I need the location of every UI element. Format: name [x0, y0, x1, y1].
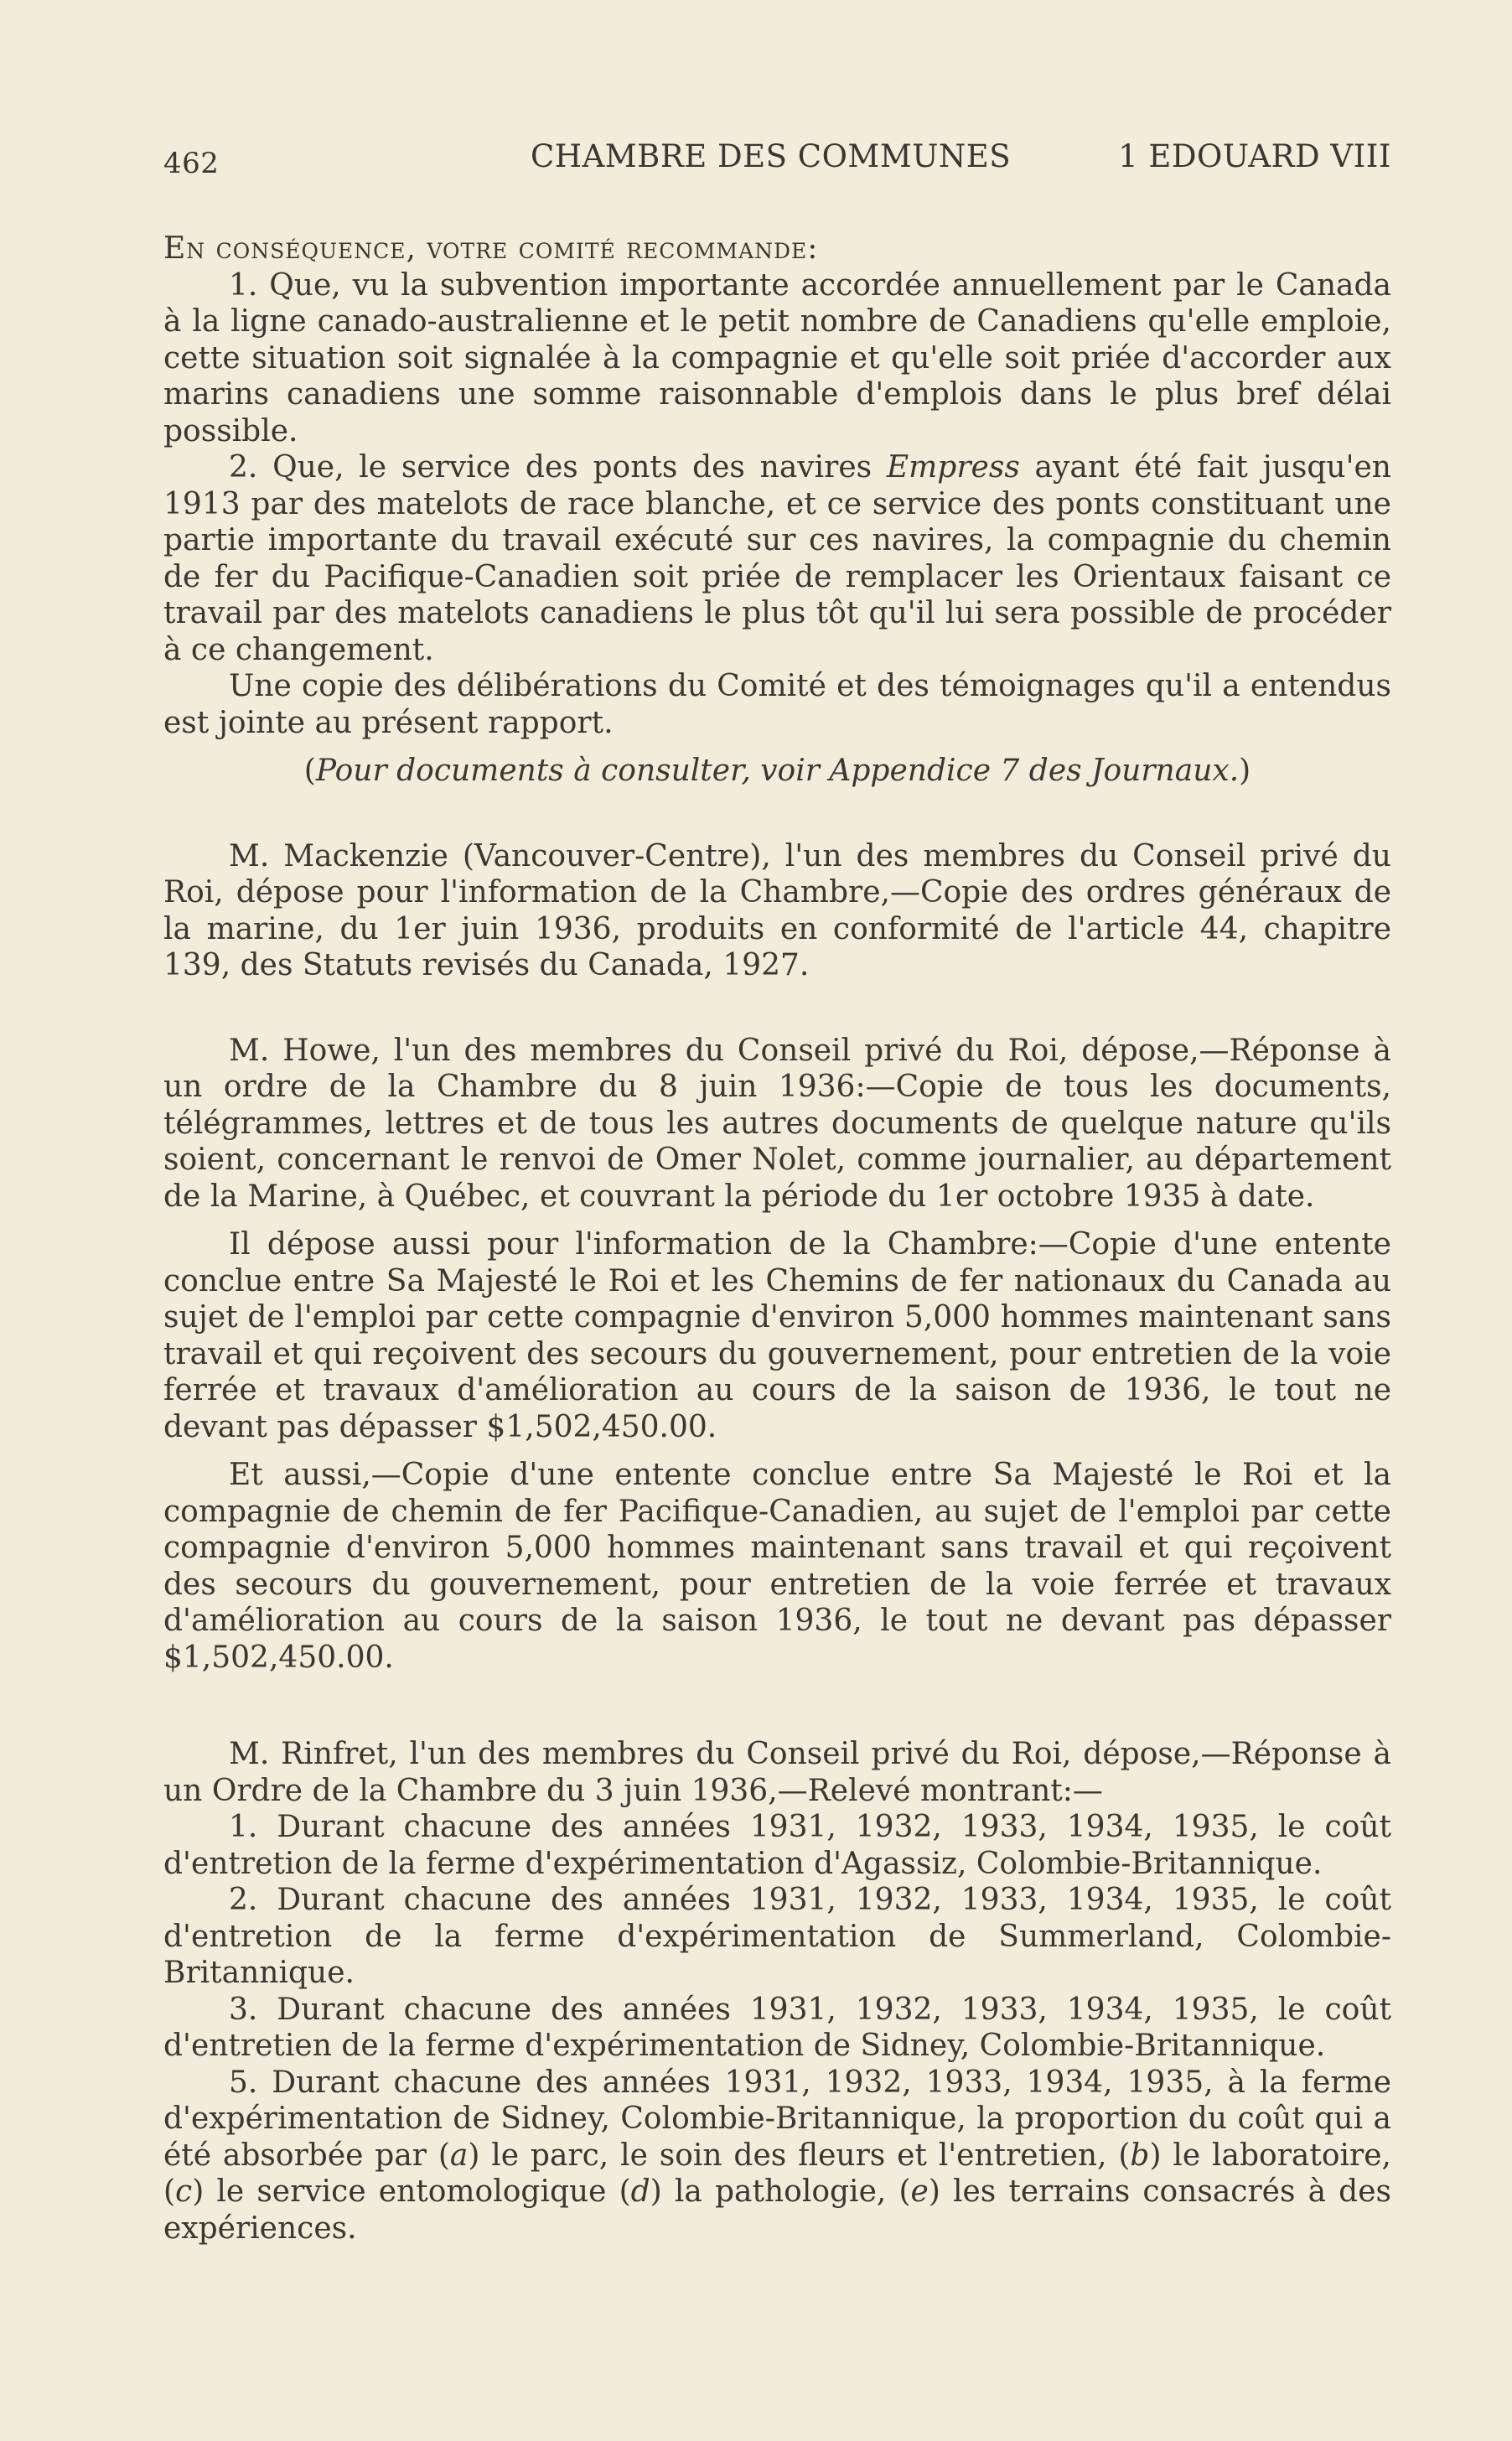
list-item: 1. Durant chacune des années 1931, 1932, 1933, 1934, 1935, le coût d'entretion de la ferme d'expérimentation d'Agassiz, Colombie-Britannique.	[163, 1810, 1391, 1881]
recommendation-2: 2. Que, le service des ponts des navires Empress ayant été fait jusqu'en 1913 par des matelots de race blanche, et ce service des ponts constituant une partie importante du travail exécuté sur ces navires, la compagnie du chemin de fer du Pacifique-Canadien soit priée de remplacer les Orientaux faisant ce travail par des matelots canadiens le plus tôt qu'il lui sera possible de procéder à ce changement.	[163, 450, 1391, 667]
recommendation-1: 1. Que, vu la subvention importante accordée annuellement par le Canada à la ligne canado-australienne et le petit nombre de Canadiens qu'elle emploie, cette situation soit signalée à la compagnie et qu'elle soit priée d'accorder aux marins canadiens une somme raisonnable d'emplois dans le plus bref délai possible.	[163, 267, 1391, 448]
list-item: 3. Durant chacune des années 1931, 1932, 1933, 1934, 1935, le coût d'entretien de la ferme d'expérimentation de Sidney, Colombie-Britannique.	[163, 1992, 1391, 2063]
running-header	[163, 138, 1391, 189]
section-heading: En conséquence, votre comité recommande:	[163, 231, 819, 266]
header-title: CHAMBRE DES COMMUNES	[531, 138, 1012, 174]
agreement-cp-paragraph: Et aussi,—Copie d'une entente conclue entre Sa Majesté le Roi et la compagnie de chemin de fer Pacifique-Canadien, au sujet de l'emploi par cette compagnie d'environ 5,000 hommes maintenant sans travail et qui reçoivent des secours du gouvernement, pour entretien de la voie ferrée et travaux d'amélioration au cours de la saison 1936, le tout ne devant pas dépasser $1,502,450.00.	[163, 1458, 1391, 1675]
rinfret-paragraph: M. Rinfret, l'un des membres du Conseil privé du Roi, dépose,—Réponse à un Ordre de la Chambre du 3 juin 1936,—Relevé montrant:—	[163, 1737, 1391, 1808]
howe-paragraph: M. Howe, l'un des membres du Conseil privé du Roi, dépose,—Réponse à un ordre de la Chambre du 8 juin 1936:—Copie de tous les documents, télégrammes, lettres et de tous les autres documents de quelque nature qu'ils soient, concernant le renvoi de Omer Nolet, comme journalier, au département de la Marine, à Québec, et couvrant la période du 1er octobre 1935 à date.	[163, 1033, 1391, 1214]
list-item: 5. Durant chacune des années 1931, 1932, 1933, 1934, 1935, à la ferme d'expérimentation de Sidney, Colombie-Britannique, la proportion du coût qui a été absorbée par (a) le parc, le soin des fleurs et l'entretien, (b) le laboratoire, (c) le service entomologique (d) la pathologie, (e) les terrains consacrés à des expériences.	[163, 2065, 1392, 2246]
appendix-note: (Pour documents à consulter, voir Appendice 7 des Journaux.)	[303, 754, 1251, 788]
page-number: 462	[163, 147, 220, 180]
mackenzie-paragraph: M. Mackenzie (Vancouver-Centre), l'un des membres du Conseil privé du Roi, dépose pour l'information de la Chambre,—Copie des ordres généraux de la marine, du 1er juin 1936, produits en conformité de l'article 44, chapitre 139, des Statuts revisés du Canada, 1927.	[163, 838, 1391, 982]
agreement-cn-paragraph: Il dépose aussi pour l'information de la Chambre:—Copie d'une entente conclue entre Sa Majesté le Roi et les Chemins de fer nationaux du Canada au sujet de l'emploi par cette compagnie d'environ 5,000 hommes maintenant sans travail et qui reçoivent des secours du gouvernement, pour entretien de la voie ferrée et travaux d'amélioration au cours de la saison de 1936, le tout ne devant pas dépasser $1,502,450.00.	[163, 1227, 1391, 1444]
header-reign: 1 EDOUARD VIII	[1118, 138, 1391, 174]
body-text	[163, 231, 1391, 2247]
copie-paragraph: Une copie des délibérations du Comité et des témoignages qu'il a entendus est jointe au présent rapport.	[163, 669, 1391, 740]
list-item: 2. Durant chacune des années 1931, 1932, 1933, 1934, 1935, le coût d'entretion de la ferme d'expérimentation de Summerland, Colombie-Britannique.	[163, 1883, 1391, 1990]
ship-name: Empress	[886, 450, 1020, 485]
